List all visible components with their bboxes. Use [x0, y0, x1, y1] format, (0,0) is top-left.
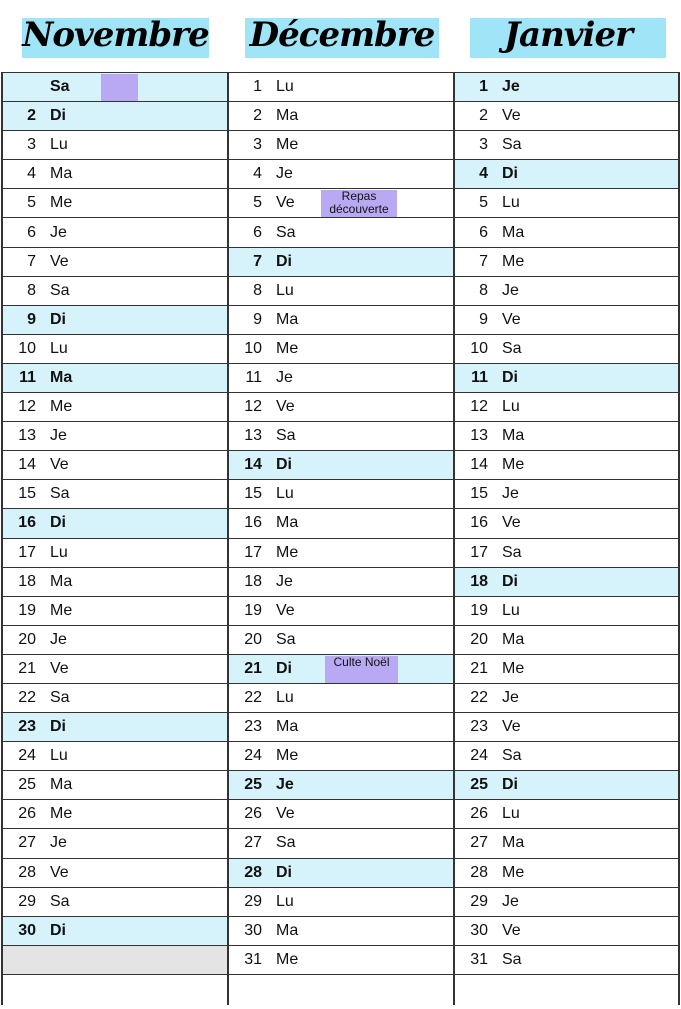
month-title: Décembre [249, 15, 435, 55]
calendar-row [454, 393, 679, 422]
day-name: Me [502, 252, 525, 270]
day-name: Me [276, 136, 299, 154]
day-name: Ve [276, 805, 295, 823]
day-name: Me [50, 601, 73, 619]
day-name: Ve [276, 194, 295, 212]
calendar-row [2, 277, 228, 306]
day-name: Di [502, 776, 518, 794]
day-name: Me [502, 659, 525, 677]
calendar-row [454, 131, 679, 160]
day-name: Sa [502, 136, 522, 154]
day-name: Ma [276, 310, 299, 328]
calendar-row [228, 829, 454, 858]
day-number: 13 [244, 427, 262, 445]
day-name: Lu [502, 601, 520, 619]
day-number: 29 [244, 892, 262, 910]
day-number: 20 [470, 630, 488, 648]
calendar-row [454, 946, 679, 975]
day-name: Sa [276, 630, 296, 648]
day-number: 18 [470, 572, 488, 590]
day-number: 20 [244, 630, 262, 648]
day-number: 24 [244, 747, 262, 765]
calendar-row [454, 539, 679, 568]
calendar-row [454, 655, 679, 684]
calendar-row [2, 480, 228, 509]
day-number: 30 [244, 921, 262, 939]
day-number: 12 [18, 398, 36, 416]
day-name: Me [50, 194, 73, 212]
day-name: Ve [502, 718, 521, 736]
calendar-row [2, 888, 228, 917]
calendar-row [2, 771, 228, 800]
day-name: Sa [50, 892, 70, 910]
calendar-row [454, 626, 679, 655]
day-name: Ma [276, 921, 299, 939]
day-number: 17 [470, 543, 488, 561]
day-number: 9 [479, 310, 488, 328]
calendar-row [454, 568, 679, 597]
day-name: Je [502, 485, 519, 503]
calendar-row [228, 218, 454, 247]
day-name: Ve [276, 601, 295, 619]
day-name: Ve [50, 659, 69, 677]
day-number: 9 [253, 310, 262, 328]
day-name: Lu [276, 78, 294, 96]
event-badge: Culte Noël [325, 656, 398, 683]
grid-line [1, 72, 3, 1005]
day-number: 13 [470, 427, 488, 445]
calendar-row [2, 393, 228, 422]
calendar-row [2, 218, 228, 247]
day-name: Sa [50, 78, 70, 96]
calendar-row [454, 597, 679, 626]
calendar-row [2, 160, 228, 189]
day-name: Je [276, 165, 293, 183]
day-number: 28 [470, 863, 488, 881]
day-name: Ve [276, 398, 295, 416]
calendar-row [454, 917, 679, 946]
day-number: 25 [470, 776, 488, 794]
day-number: 19 [244, 601, 262, 619]
day-number: 2 [27, 107, 36, 125]
calendar-row [228, 393, 454, 422]
calendar-row [228, 335, 454, 364]
day-number: 27 [244, 834, 262, 852]
day-number: 11 [245, 368, 262, 386]
day-name: Di [50, 921, 66, 939]
day-number: 15 [470, 485, 488, 503]
calendar-row [2, 73, 228, 102]
day-number: 15 [244, 485, 262, 503]
calendar-row [2, 422, 228, 451]
day-name: Sa [276, 223, 296, 241]
calendar-row [228, 655, 454, 684]
day-number: 7 [27, 252, 36, 270]
day-name: Lu [502, 194, 520, 212]
day-number: 16 [244, 514, 262, 532]
day-name: Sa [50, 689, 70, 707]
calendar-row [2, 189, 228, 218]
calendar-row [454, 742, 679, 771]
calendar-row [228, 277, 454, 306]
day-number: 8 [27, 281, 36, 299]
day-name: Ma [502, 427, 525, 445]
month-title: Janvier [503, 15, 633, 55]
day-number: 3 [253, 136, 262, 154]
day-number: 11 [19, 368, 36, 386]
day-number: 3 [479, 136, 488, 154]
calendar-row [2, 131, 228, 160]
day-name: Sa [276, 427, 296, 445]
day-number: 9 [27, 310, 36, 328]
calendar-row [228, 73, 454, 102]
day-name: Ve [50, 252, 69, 270]
calendar-row [228, 626, 454, 655]
day-name: Lu [50, 543, 68, 561]
day-name: Di [502, 368, 518, 386]
header-janvier [470, 15, 666, 58]
header-decembre [245, 15, 439, 58]
calendar-row [454, 218, 679, 247]
day-number: 6 [27, 223, 36, 241]
calendar-row [454, 189, 679, 218]
day-number: 22 [18, 689, 36, 707]
day-name: Me [50, 805, 73, 823]
day-number: 31 [244, 950, 262, 968]
day-name: Ve [502, 107, 521, 125]
grid-line [227, 72, 229, 1005]
day-name: Ve [50, 456, 69, 474]
day-number: 31 [470, 950, 488, 968]
day-number: 12 [470, 398, 488, 416]
calendar-row [2, 597, 228, 626]
day-number: 10 [470, 339, 488, 357]
calendar-row [228, 597, 454, 626]
calendar-row [2, 364, 228, 393]
day-number: 29 [18, 892, 36, 910]
event-badge: Repas découverte [321, 190, 397, 217]
calendar-row [228, 917, 454, 946]
calendar-row [2, 306, 228, 335]
day-name: Sa [50, 281, 70, 299]
day-name: Sa [276, 834, 296, 852]
day-number: 5 [253, 194, 262, 212]
calendar-row [454, 102, 679, 131]
calendar-row [454, 422, 679, 451]
calendar-row [228, 131, 454, 160]
calendar-row [228, 422, 454, 451]
day-number: 19 [470, 601, 488, 619]
day-name: Je [502, 281, 519, 299]
calendar-row [454, 364, 679, 393]
day-name: Di [50, 310, 66, 328]
day-number: 6 [253, 223, 262, 241]
day-name: Me [276, 950, 299, 968]
day-number: 12 [244, 398, 262, 416]
day-number: 30 [470, 921, 488, 939]
calendar-row [2, 742, 228, 771]
calendar-row [228, 248, 454, 277]
day-number: 7 [479, 252, 488, 270]
day-name: Ma [502, 223, 525, 241]
calendar-row [454, 480, 679, 509]
calendar-row [2, 102, 228, 131]
day-number: 24 [18, 747, 36, 765]
day-name: Di [502, 572, 518, 590]
day-number: 21 [470, 659, 488, 677]
day-number: 6 [479, 223, 488, 241]
day-name: Di [276, 252, 292, 270]
calendar-row [228, 306, 454, 335]
day-name: Lu [276, 689, 294, 707]
calendar-row [228, 480, 454, 509]
day-name: Lu [50, 747, 68, 765]
day-number: 4 [479, 165, 488, 183]
calendar-row [2, 335, 228, 364]
day-name: Me [502, 456, 525, 474]
day-number: 22 [470, 689, 488, 707]
calendar-row [2, 829, 228, 858]
calendar-row [2, 509, 228, 538]
day-name: Di [50, 107, 66, 125]
day-name: Lu [276, 485, 294, 503]
day-name: Lu [276, 892, 294, 910]
column-janvier [454, 72, 679, 975]
calendar-row [454, 800, 679, 829]
day-number: 14 [18, 456, 36, 474]
day-number: 26 [244, 805, 262, 823]
day-number: 30 [18, 921, 36, 939]
day-number: 17 [18, 543, 36, 561]
day-number: 17 [244, 543, 262, 561]
day-name: Di [50, 718, 66, 736]
calendar-row [454, 451, 679, 480]
calendar-row [228, 713, 454, 742]
day-number: 21 [18, 659, 36, 677]
day-name: Di [276, 863, 292, 881]
day-name: Ve [502, 921, 521, 939]
column-novembre [2, 72, 228, 975]
calendar-row [2, 684, 228, 713]
day-name: Me [276, 543, 299, 561]
day-number: 26 [470, 805, 488, 823]
day-name: Je [276, 776, 294, 794]
day-number: 25 [18, 776, 36, 794]
calendar-row [2, 946, 228, 975]
day-number: 25 [244, 776, 262, 794]
calendar-row [228, 539, 454, 568]
day-name: Lu [276, 281, 294, 299]
calendar-row [228, 189, 454, 218]
day-number: 23 [244, 718, 262, 736]
day-number: 13 [18, 427, 36, 445]
calendar-row [228, 509, 454, 538]
calendar-row [2, 800, 228, 829]
day-name: Me [502, 863, 525, 881]
day-name: Sa [502, 747, 522, 765]
calendar-row [454, 306, 679, 335]
calendar-row [454, 335, 679, 364]
day-number: 3 [27, 136, 36, 154]
grid-line [678, 72, 680, 1005]
calendar-row [2, 248, 228, 277]
day-number: 14 [470, 456, 488, 474]
calendar-row [454, 888, 679, 917]
day-name: Ma [50, 572, 73, 590]
calendar-row [454, 713, 679, 742]
day-name: Je [50, 834, 67, 852]
calendar-row [454, 829, 679, 858]
day-name: Je [502, 892, 519, 910]
day-name: Ma [50, 165, 73, 183]
day-number: 8 [479, 281, 488, 299]
calendar-row [454, 248, 679, 277]
day-number: 18 [18, 572, 36, 590]
calendar-row [2, 713, 228, 742]
calendar-row [454, 684, 679, 713]
calendar-row [228, 160, 454, 189]
month-title: Novembre [22, 15, 209, 55]
day-name: Me [276, 747, 299, 765]
calendar-row [228, 888, 454, 917]
calendar-row [228, 800, 454, 829]
day-name: Di [276, 659, 292, 677]
day-number: 23 [18, 718, 36, 736]
calendar-row [454, 277, 679, 306]
grid-line [453, 72, 455, 1005]
day-name: Ma [502, 630, 525, 648]
day-number: 5 [479, 194, 488, 212]
day-name: Di [276, 456, 292, 474]
day-number: 22 [244, 689, 262, 707]
calendar-row [228, 102, 454, 131]
day-number: 11 [471, 368, 488, 386]
day-name: Lu [50, 339, 68, 357]
calendar-row [228, 946, 454, 975]
day-number: 8 [253, 281, 262, 299]
day-name: Me [50, 398, 73, 416]
calendar-row [454, 771, 679, 800]
day-name: Ma [276, 514, 299, 532]
day-name: Lu [50, 136, 68, 154]
day-name: Di [502, 165, 518, 183]
day-name: Lu [502, 398, 520, 416]
calendar-row [228, 684, 454, 713]
day-number: 15 [18, 485, 36, 503]
calendar-row [454, 859, 679, 888]
day-name: Ve [502, 310, 521, 328]
day-number: 2 [479, 107, 488, 125]
calendar-row [2, 655, 228, 684]
day-name: Me [276, 339, 299, 357]
calendar-row [228, 742, 454, 771]
day-name: Je [276, 368, 293, 386]
day-name: Je [50, 427, 67, 445]
day-number: 14 [244, 456, 262, 474]
day-number: 19 [18, 601, 36, 619]
day-number: 16 [470, 514, 488, 532]
day-name: Sa [502, 339, 522, 357]
day-number: 28 [244, 863, 262, 881]
calendar-row [2, 917, 228, 946]
event-marker [101, 74, 138, 101]
column-decembre [228, 72, 454, 975]
day-name: Ve [50, 863, 69, 881]
day-name: Sa [502, 950, 522, 968]
day-number: 18 [244, 572, 262, 590]
day-name: Ve [502, 514, 521, 532]
day-number: 26 [18, 805, 36, 823]
day-number: 2 [253, 107, 262, 125]
day-number: 16 [18, 514, 36, 532]
day-name: Ma [276, 107, 299, 125]
calendar-row [2, 451, 228, 480]
day-number: 5 [27, 194, 36, 212]
day-name: Di [50, 514, 66, 532]
calendar-row [2, 626, 228, 655]
calendar-row [228, 568, 454, 597]
calendar-row [2, 539, 228, 568]
calendar-row [454, 73, 679, 102]
day-name: Ma [50, 368, 73, 386]
day-number: 7 [253, 252, 262, 270]
day-number: 20 [18, 630, 36, 648]
day-name: Ma [50, 776, 73, 794]
calendar-row [228, 859, 454, 888]
day-name: Lu [502, 805, 520, 823]
calendar-row [228, 364, 454, 393]
day-name: Je [502, 78, 520, 96]
calendar-row [2, 568, 228, 597]
day-name: Je [502, 689, 519, 707]
day-number: 1 [253, 78, 262, 96]
day-number: 4 [253, 165, 262, 183]
day-name: Je [50, 630, 67, 648]
day-number: 10 [244, 339, 262, 357]
day-name: Ma [502, 834, 525, 852]
header-novembre [22, 15, 209, 58]
day-name: Sa [50, 485, 70, 503]
day-name: Je [276, 572, 293, 590]
day-number: 29 [470, 892, 488, 910]
day-number: 4 [27, 165, 36, 183]
day-name: Sa [502, 543, 522, 561]
day-number: 28 [18, 863, 36, 881]
day-number: 27 [18, 834, 36, 852]
day-number: 24 [470, 747, 488, 765]
day-number: 1 [479, 78, 488, 96]
calendar-row [228, 451, 454, 480]
day-number: 27 [470, 834, 488, 852]
day-name: Ma [276, 718, 299, 736]
calendar-row [454, 160, 679, 189]
day-number: 23 [470, 718, 488, 736]
calendar-row [228, 771, 454, 800]
day-number: 10 [18, 339, 36, 357]
calendar-row [2, 859, 228, 888]
day-name: Je [50, 223, 67, 241]
day-number: 21 [244, 659, 262, 677]
calendar-row [454, 509, 679, 538]
